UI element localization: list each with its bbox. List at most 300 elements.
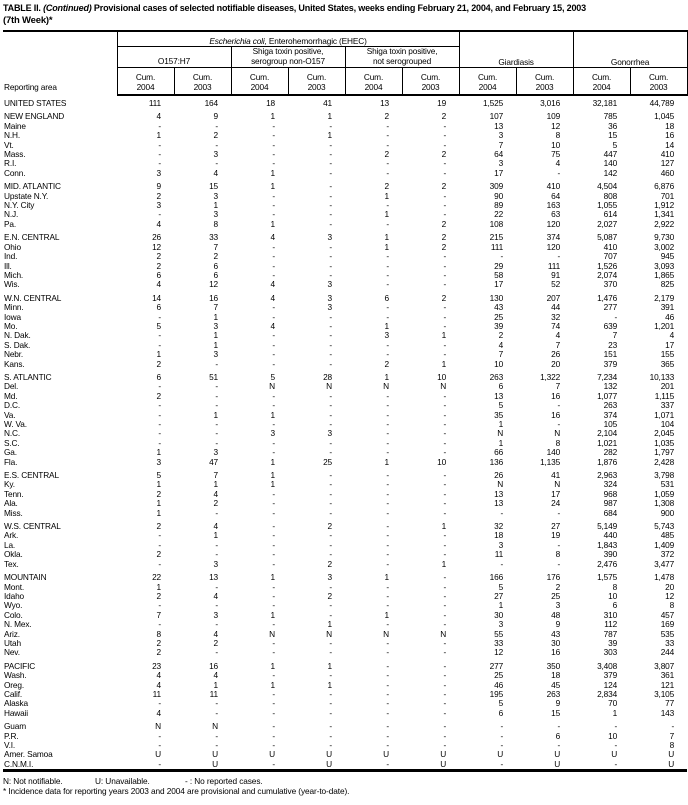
- value-cell: 17: [494, 279, 504, 290]
- value-cell: 3,016: [540, 98, 561, 108]
- shiga-not-serogrouped-line2: not serogrouped: [372, 55, 432, 66]
- value-cell: 1: [270, 572, 275, 583]
- value-cell: 2: [156, 358, 161, 369]
- value-cell: 1: [612, 707, 618, 718]
- notifiable-diseases-table: [3, 30, 688, 772]
- value-cell: 379: [603, 670, 618, 681]
- value-cell: 2: [156, 637, 161, 648]
- gonorrhea-group-header: Gonorrhea: [573, 31, 687, 68]
- value-cell: -: [386, 549, 389, 560]
- table-row: [3, 699, 687, 708]
- value-cell: -: [500, 251, 504, 262]
- table-row: [3, 439, 687, 448]
- value-cell: -: [272, 488, 275, 499]
- table-row: [3, 448, 687, 457]
- reporting-area-cell: Iowa: [4, 311, 21, 322]
- table-row: [3, 392, 687, 401]
- value-cell: 3,798: [654, 470, 675, 481]
- value-cell: 89: [494, 200, 504, 211]
- reporting-area-cell: Calif.: [4, 688, 23, 699]
- value-cell: N: [383, 381, 389, 392]
- value-cell: -: [329, 181, 332, 192]
- value-cell: 4: [156, 218, 161, 229]
- value-cell: 18: [665, 120, 675, 131]
- value-cell: -: [557, 740, 561, 750]
- value-cell: -: [158, 149, 161, 160]
- table-row: [3, 182, 687, 191]
- value-cell: 3: [213, 447, 218, 458]
- value-cell: -: [329, 339, 332, 350]
- value-cell: 48: [551, 609, 561, 620]
- value-cell: -: [386, 400, 389, 411]
- value-cell: -: [215, 740, 218, 750]
- value-cell: -: [158, 120, 161, 131]
- value-cell: -: [557, 419, 561, 429]
- ehec-genus-label: Escherichia coli,: [209, 36, 267, 46]
- value-cell: 9: [555, 619, 561, 630]
- reporting-area-cell: Ind.: [4, 251, 18, 262]
- value-cell: 155: [660, 349, 675, 360]
- reporting-area-cell: Del.: [4, 381, 19, 392]
- value-cell: 77: [665, 698, 675, 709]
- value-cell: 6: [498, 381, 504, 392]
- value-cell: -: [443, 302, 447, 313]
- value-cell: -: [272, 339, 275, 350]
- value-cell: -: [386, 419, 389, 429]
- value-cell: 324: [603, 479, 618, 490]
- value-cell: -: [272, 707, 275, 718]
- value-cell: 16: [551, 390, 561, 401]
- value-cell: 350: [546, 660, 561, 671]
- reporting-area-cell: S. ATLANTIC: [4, 371, 52, 382]
- value-cell: 1: [270, 111, 275, 122]
- value-cell: -: [272, 590, 275, 601]
- value-cell: 1,077: [597, 390, 618, 401]
- value-cell: 108: [489, 218, 504, 229]
- value-cell: -: [557, 251, 561, 262]
- value-cell: 163: [546, 200, 561, 211]
- value-cell: 7,234: [597, 371, 618, 382]
- value-cell: -: [158, 698, 161, 709]
- value-cell: 4: [213, 488, 218, 499]
- value-cell: 614: [603, 209, 618, 220]
- value-cell: N: [554, 428, 561, 439]
- value-cell: 1,059: [654, 488, 675, 499]
- table-row: [3, 373, 687, 382]
- value-cell: 1: [213, 339, 218, 350]
- value-cell: -: [386, 600, 389, 611]
- value-cell: 75: [551, 149, 561, 160]
- footnote-not-notifiable: N: Not notifiable.: [3, 776, 63, 787]
- value-cell: 17: [665, 339, 675, 350]
- value-cell: -: [386, 428, 389, 439]
- value-cell: 1: [384, 232, 389, 243]
- value-cell: 35: [494, 409, 504, 420]
- value-cell: 11: [152, 688, 161, 699]
- title-label: TABLE II.: [3, 3, 41, 14]
- value-cell: 3: [327, 428, 332, 439]
- value-cell: 4: [156, 111, 161, 122]
- value-cell: 120: [546, 241, 561, 252]
- value-cell: 303: [603, 647, 618, 658]
- value-cell: 33: [209, 232, 218, 243]
- value-cell: 16: [209, 292, 218, 303]
- table-row: [3, 220, 687, 229]
- value-cell: 2: [384, 358, 389, 369]
- value-cell: -: [329, 139, 332, 150]
- ehec-group-header: [117, 31, 459, 47]
- value-cell: -: [272, 581, 275, 592]
- value-cell: 1,201: [654, 320, 675, 331]
- value-cell: U: [155, 749, 161, 760]
- value-cell: 111: [148, 98, 161, 108]
- table-row: [3, 760, 687, 771]
- value-cell: 16: [551, 647, 561, 658]
- value-cell: 1: [270, 409, 275, 420]
- value-cell: 2: [441, 181, 447, 192]
- value-cell: 195: [489, 688, 504, 699]
- value-cell: 17: [494, 167, 504, 178]
- value-cell: 410: [660, 149, 675, 160]
- value-cell: 3,002: [654, 241, 675, 252]
- value-cell: 13: [380, 98, 389, 108]
- value-cell: 25: [323, 456, 332, 467]
- value-cell: -: [272, 400, 275, 411]
- value-cell: 3: [156, 200, 161, 211]
- value-cell: 5,087: [597, 232, 618, 243]
- value-cell: -: [272, 647, 275, 658]
- value-cell: 5: [156, 320, 161, 331]
- value-cell: -: [272, 539, 275, 550]
- value-cell: -: [386, 679, 389, 690]
- value-cell: -: [329, 349, 332, 360]
- value-cell: 1,035: [654, 437, 675, 448]
- reporting-area-cell: S. Dak.: [4, 339, 31, 350]
- value-cell: 7: [213, 302, 218, 313]
- table-row: [3, 458, 687, 467]
- value-cell: 1: [213, 200, 218, 211]
- reporting-area-cell: W.N. CENTRAL: [4, 292, 62, 303]
- value-cell: -: [329, 260, 332, 271]
- value-cell: 36: [608, 120, 618, 131]
- footnote-incidence: * Incidence data for reporting years 2003 and 2004 are provisional and cumulative (year-to-date).: [3, 786, 350, 797]
- value-cell: -: [443, 740, 447, 750]
- reporting-area-cell: W.S. CENTRAL: [4, 521, 61, 532]
- value-cell: 3: [156, 456, 161, 467]
- value-cell: 43: [494, 302, 504, 313]
- value-cell: N: [155, 721, 161, 732]
- value-cell: -: [329, 330, 332, 341]
- value-cell: 2,476: [597, 558, 618, 569]
- reporting-area-cell: Wyo.: [4, 600, 23, 611]
- reporting-area-cell: La.: [4, 539, 16, 550]
- value-cell: 58: [494, 269, 504, 280]
- reporting-area-cell: Tex.: [4, 558, 19, 569]
- value-cell: 5: [156, 470, 161, 481]
- shiga-non-o157-subgroup-header: [231, 47, 345, 68]
- value-cell: 3: [327, 292, 332, 303]
- value-cell: -: [272, 498, 275, 509]
- value-cell: -: [329, 530, 332, 541]
- value-cell: -: [329, 581, 332, 592]
- reporting-area-cell: D.C.: [4, 400, 20, 411]
- value-cell: -: [215, 400, 218, 411]
- value-cell: 130: [489, 292, 504, 303]
- value-cell: -: [215, 139, 218, 150]
- value-cell: -: [443, 670, 447, 681]
- value-cell: -: [329, 437, 332, 448]
- value-cell: -: [272, 437, 275, 448]
- value-cell: 12: [551, 120, 561, 131]
- reporting-area-cell: R.I.: [4, 158, 17, 169]
- value-cell: 5: [498, 581, 504, 592]
- value-cell: 410: [546, 181, 561, 192]
- value-cell: -: [443, 688, 447, 699]
- value-cell: -: [443, 279, 447, 290]
- value-cell: -: [443, 260, 447, 271]
- value-cell: -: [386, 200, 389, 211]
- value-cell: 1: [270, 660, 275, 671]
- table-row: [3, 522, 687, 531]
- value-cell: 8: [213, 218, 218, 229]
- value-cell: 3: [498, 130, 504, 141]
- value-cell: -: [500, 758, 504, 769]
- value-cell: 30: [551, 637, 561, 648]
- reporting-area-cell: Alaska: [4, 698, 29, 709]
- table-row: [3, 620, 687, 629]
- value-cell: 6: [213, 269, 218, 280]
- reporting-area-cell: E.N. CENTRAL: [4, 232, 60, 243]
- value-cell: 18: [494, 530, 504, 541]
- table-row: [3, 499, 687, 508]
- value-cell: 1: [156, 507, 161, 518]
- reporting-area-cell: Conn.: [4, 167, 26, 178]
- value-cell: 1,865: [654, 269, 675, 280]
- value-cell: 7: [669, 730, 675, 741]
- value-cell: -: [557, 167, 561, 178]
- value-cell: 4: [156, 670, 161, 681]
- value-cell: 1,021: [597, 437, 618, 448]
- cum-2004-header: Cum. 2004: [573, 68, 630, 96]
- value-cell: 109: [546, 111, 561, 122]
- table-row: [3, 531, 687, 540]
- value-cell: 1: [213, 679, 218, 690]
- value-cell: -: [443, 721, 447, 732]
- value-cell: -: [158, 400, 161, 411]
- value-cell: 4: [555, 158, 561, 169]
- value-cell: 1: [156, 130, 161, 141]
- value-cell: 7: [555, 339, 561, 350]
- table-row: [3, 573, 687, 582]
- reporting-area-cell: Ga.: [4, 447, 17, 458]
- footnote-no-cases: - : No reported cases.: [185, 776, 263, 787]
- value-cell: 2: [384, 181, 389, 192]
- value-cell: -: [500, 507, 504, 518]
- reporting-area-cell: Okla.: [4, 549, 23, 560]
- value-cell: 45: [551, 679, 561, 690]
- value-cell: 639: [603, 320, 618, 331]
- value-cell: -: [329, 190, 332, 201]
- value-cell: 1: [213, 311, 218, 322]
- value-cell: -: [272, 120, 275, 131]
- value-cell: -: [443, 698, 447, 709]
- value-cell: 12: [152, 241, 161, 252]
- value-cell: N: [269, 381, 275, 392]
- value-cell: -: [500, 740, 504, 750]
- value-cell: -: [386, 139, 389, 150]
- value-cell: -: [443, 349, 447, 360]
- table-title-line1: [3, 3, 652, 15]
- value-cell: 1: [441, 330, 447, 341]
- value-cell: -: [215, 619, 218, 630]
- value-cell: 3: [213, 190, 218, 201]
- value-cell: 4: [213, 670, 218, 681]
- table-header: [3, 31, 687, 95]
- value-cell: U: [326, 758, 332, 769]
- table-row: [3, 95, 687, 108]
- table-row: [3, 303, 687, 312]
- value-cell: 1: [270, 470, 275, 481]
- value-cell: 25: [494, 311, 504, 322]
- table-row: [3, 243, 687, 252]
- value-cell: 1,071: [654, 409, 675, 420]
- value-cell: -: [272, 637, 275, 648]
- value-cell: 3: [213, 149, 218, 160]
- table-row: [3, 509, 687, 518]
- value-cell: 945: [660, 251, 675, 262]
- value-cell: 3: [213, 349, 218, 360]
- cum-2003-header: Cum. 2003: [288, 68, 345, 96]
- value-cell: 12: [209, 279, 218, 290]
- footnote-legend: [3, 776, 686, 786]
- value-cell: -: [329, 647, 332, 658]
- value-cell: -: [329, 320, 332, 331]
- value-cell: 4: [213, 628, 218, 639]
- value-cell: -: [329, 400, 332, 411]
- value-cell: -: [329, 390, 332, 401]
- value-cell: -: [272, 600, 275, 611]
- value-cell: -: [386, 269, 389, 280]
- value-cell: 2,045: [654, 428, 675, 439]
- value-cell: 143: [660, 707, 675, 718]
- reporting-area-cell: Mont.: [4, 581, 25, 592]
- value-cell: 701: [660, 190, 675, 201]
- value-cell: -: [329, 721, 332, 732]
- value-cell: -: [386, 530, 389, 541]
- table-row: [3, 150, 687, 159]
- value-cell: 2: [327, 590, 332, 601]
- value-cell: 8: [669, 740, 675, 750]
- value-cell: U: [212, 758, 218, 769]
- table-row: [3, 611, 687, 620]
- value-cell: -: [329, 120, 332, 131]
- value-cell: -: [215, 698, 218, 709]
- value-cell: 1: [384, 572, 389, 583]
- value-cell: -: [215, 381, 218, 392]
- value-cell: U: [326, 749, 332, 760]
- value-cell: 1,409: [654, 539, 675, 550]
- value-cell: 4: [669, 330, 675, 341]
- reporting-area-cell: Ohio: [4, 241, 21, 252]
- table-row: [3, 271, 687, 280]
- table-row: [3, 350, 687, 359]
- value-cell: 44: [551, 302, 561, 313]
- value-cell: 370: [603, 279, 618, 290]
- reporting-area-cell: Utah: [4, 637, 21, 648]
- value-cell: 12: [665, 590, 675, 601]
- value-cell: -: [158, 381, 161, 392]
- value-cell: 2,074: [597, 269, 618, 280]
- value-cell: 1,055: [597, 200, 618, 211]
- table-row: [3, 280, 687, 289]
- value-cell: 2,963: [597, 470, 618, 481]
- value-cell: -: [443, 251, 447, 262]
- value-cell: -: [386, 488, 389, 499]
- value-cell: 4: [213, 590, 218, 601]
- value-cell: 46: [494, 679, 504, 690]
- value-cell: -: [329, 600, 332, 611]
- table-row: [3, 490, 687, 499]
- value-cell: -: [443, 158, 447, 169]
- value-cell: 1: [270, 479, 275, 490]
- value-cell: 3: [498, 158, 504, 169]
- value-cell: 6: [156, 302, 161, 313]
- value-cell: 51: [209, 371, 218, 382]
- value-cell: 33: [494, 637, 504, 648]
- value-cell: 460: [660, 167, 675, 178]
- giardiasis-group-header: Giardiasis: [459, 31, 573, 68]
- value-cell: N: [326, 381, 332, 392]
- value-cell: 10: [437, 371, 447, 382]
- value-cell: U: [554, 749, 561, 760]
- value-cell: 8: [156, 628, 161, 639]
- value-cell: N: [440, 381, 447, 392]
- value-cell: 13: [494, 498, 504, 509]
- value-cell: 531: [660, 479, 675, 490]
- value-cell: -: [386, 539, 389, 550]
- reporting-area-cell: Vt.: [4, 139, 14, 150]
- value-cell: 2: [213, 498, 218, 509]
- value-cell: -: [443, 390, 447, 401]
- reporting-area-cell: Oreg.: [4, 679, 25, 690]
- value-cell: 105: [603, 419, 618, 429]
- value-cell: -: [443, 409, 447, 420]
- value-cell: 2: [156, 521, 161, 532]
- value-cell: 10: [494, 358, 504, 369]
- value-cell: 277: [489, 660, 504, 671]
- reporting-area-cell: C.N.M.I.: [4, 758, 34, 769]
- table-row: [3, 722, 687, 731]
- value-cell: -: [614, 721, 618, 732]
- value-cell: -: [158, 558, 161, 569]
- value-cell: 2: [213, 251, 218, 262]
- table-title: [3, 3, 686, 27]
- value-cell: -: [272, 302, 275, 313]
- value-cell: -: [272, 530, 275, 541]
- value-cell: 4: [270, 279, 275, 290]
- value-cell: -: [443, 130, 447, 141]
- value-cell: 46: [665, 311, 675, 322]
- value-cell: U: [668, 749, 675, 760]
- value-cell: 457: [660, 609, 675, 620]
- value-cell: 201: [660, 381, 675, 392]
- value-cell: 25: [551, 590, 561, 601]
- value-cell: 25: [494, 670, 504, 681]
- value-cell: -: [158, 740, 161, 750]
- value-cell: 64: [551, 190, 561, 201]
- value-cell: -: [443, 600, 447, 611]
- value-cell: -: [443, 539, 447, 550]
